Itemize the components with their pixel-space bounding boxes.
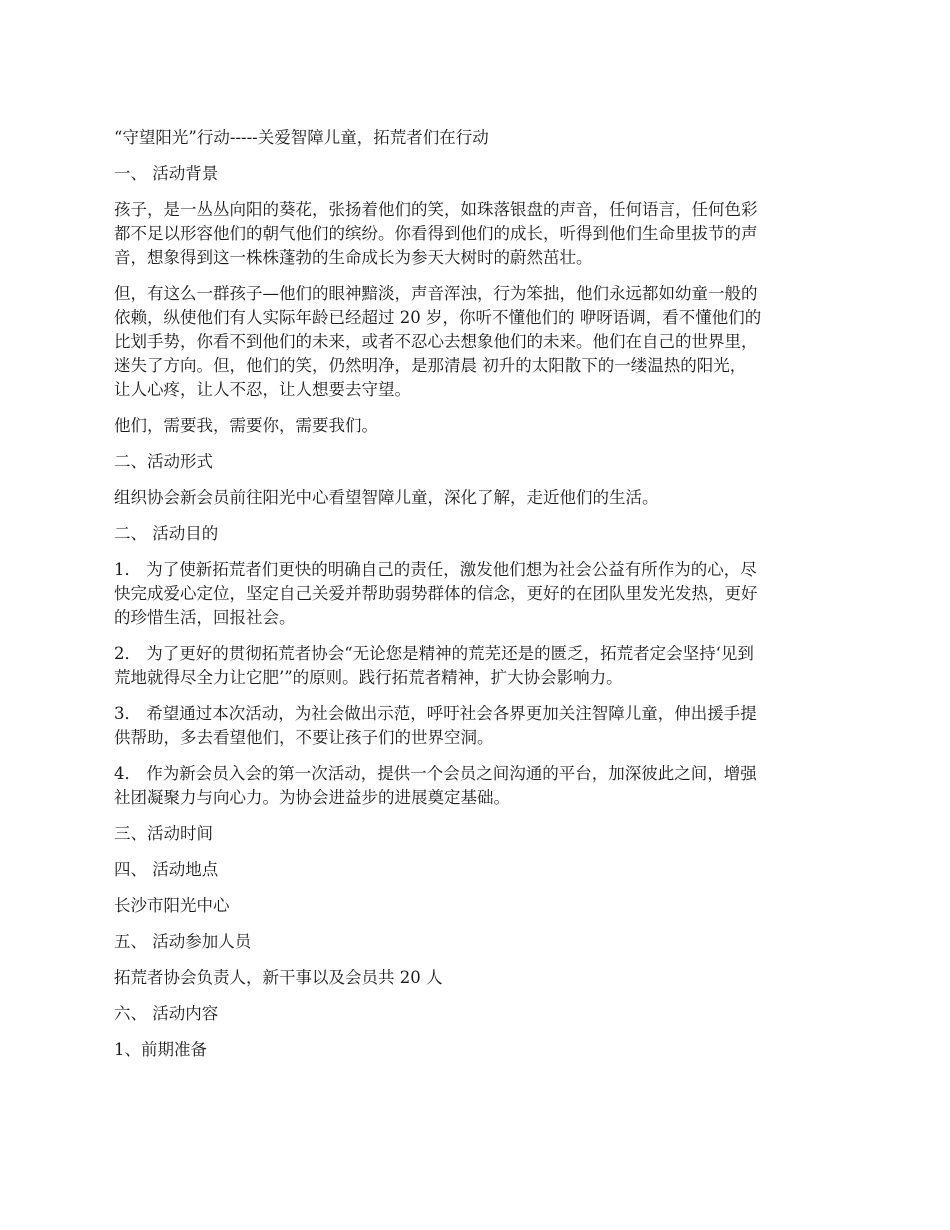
form-text: 组织协会新会员前往阳光中心看望智障儿童，深化了解，走近他们的生活。 bbox=[114, 488, 659, 507]
text-line: 4． 作为新会员入会的第一次活动，提供一个会员之间沟通的平台，加深彼此之间，增强 bbox=[114, 764, 757, 783]
text-line: 比划手势，你看不到他们的未来，或者不忍心去想象他们的未来。他们在自己的世界里， bbox=[114, 332, 758, 351]
document-page bbox=[114, 126, 842, 1074]
section-heading-location: 四、 活动地点 bbox=[114, 860, 219, 879]
text-line: 音，想象得到这一株株蓬勃的生命成长为参天大树时的蔚然茁壮。 bbox=[114, 248, 593, 267]
section-heading-participants: 五、 活动参加人员 bbox=[114, 932, 252, 951]
background-paragraph-2 bbox=[114, 282, 842, 402]
section-heading-background: 一、 活动背景 bbox=[114, 164, 219, 183]
section-heading-purpose: 二、 活动目的 bbox=[114, 524, 219, 543]
content-item-1: 1、前期准备 bbox=[114, 1040, 207, 1059]
text-line: 荒地就得尽全力让它肥’”的原则。践行拓荒者精神，扩大协会影响力。 bbox=[114, 668, 623, 687]
text-line: 都不足以形容他们的朝气他们的缤纷。你看得到他们的成长，听得到他们生命里拔节的声 bbox=[114, 224, 758, 243]
text-line: 迷失了方向。但，他们的笑，仍然明净，是那清晨 初升的太阳散下的一缕温热的阳光， bbox=[114, 356, 747, 375]
location-text: 长沙市阳光中心 bbox=[114, 896, 230, 915]
text-line: 社团凝聚力与向心力。为协会进益步的进展奠定基础。 bbox=[114, 788, 510, 807]
document-title: “守望阳光”行动-----关爱智障儿童，拓荒者们在行动 bbox=[114, 128, 489, 147]
section-heading-time: 三、活动时间 bbox=[114, 824, 213, 843]
purpose-item-4 bbox=[114, 762, 842, 810]
text-line: 3． 希望通过本次活动，为社会做出示范，呼吁社会各界更加关注智障儿童，伸出援手提 bbox=[114, 704, 757, 723]
text-line: 但，有这么一群孩子—他们的眼神黯淡，声音浑浊，行为笨拙，他们永远都如幼童一般的 bbox=[114, 284, 758, 303]
purpose-item-3 bbox=[114, 702, 842, 750]
participants-text: 拓荒者协会负责人，新干事以及会员共 20 人 bbox=[114, 968, 443, 987]
purpose-item-2 bbox=[114, 642, 842, 690]
purpose-item-1 bbox=[114, 558, 842, 630]
text-line: 让人心疼，让人不忍，让人想要去守望。 bbox=[114, 380, 411, 399]
text-line: 孩子，是一丛丛向阳的葵花，张扬着他们的笑，如珠落银盘的声音，任何语言，任何色彩 bbox=[114, 200, 758, 219]
text-line: 2． 为了更好的贯彻拓荒者协会“无论您是精神的荒芜还是的匮乏，拓荒者定会坚持‘见到 bbox=[114, 644, 754, 663]
background-paragraph-1 bbox=[114, 198, 842, 270]
background-paragraph-3: 他们，需要我，需要你，需要我们。 bbox=[114, 416, 378, 435]
text-line: 快完成爱心定位，坚定自己关爱并帮助弱势群体的信念，更好的在团队里发光发热，更好 bbox=[114, 584, 758, 603]
section-heading-content: 六、 活动内容 bbox=[114, 1004, 219, 1023]
text-line: 的珍惜生活，回报社会。 bbox=[114, 608, 296, 627]
text-line: 供帮助，多去看望他们，不要让孩子们的世界空洞。 bbox=[114, 728, 494, 747]
text-line: 1． 为了使新拓荒者们更快的明确自己的责任，激发他们想为社会公益有所作为的心，尽 bbox=[114, 560, 757, 579]
text-line: 依赖，纵使他们有人实际年龄已经超过 20 岁，你听不懂他们的 咿呀语调，看不懂他们的 bbox=[114, 308, 762, 327]
section-heading-form: 二、活动形式 bbox=[114, 452, 213, 471]
